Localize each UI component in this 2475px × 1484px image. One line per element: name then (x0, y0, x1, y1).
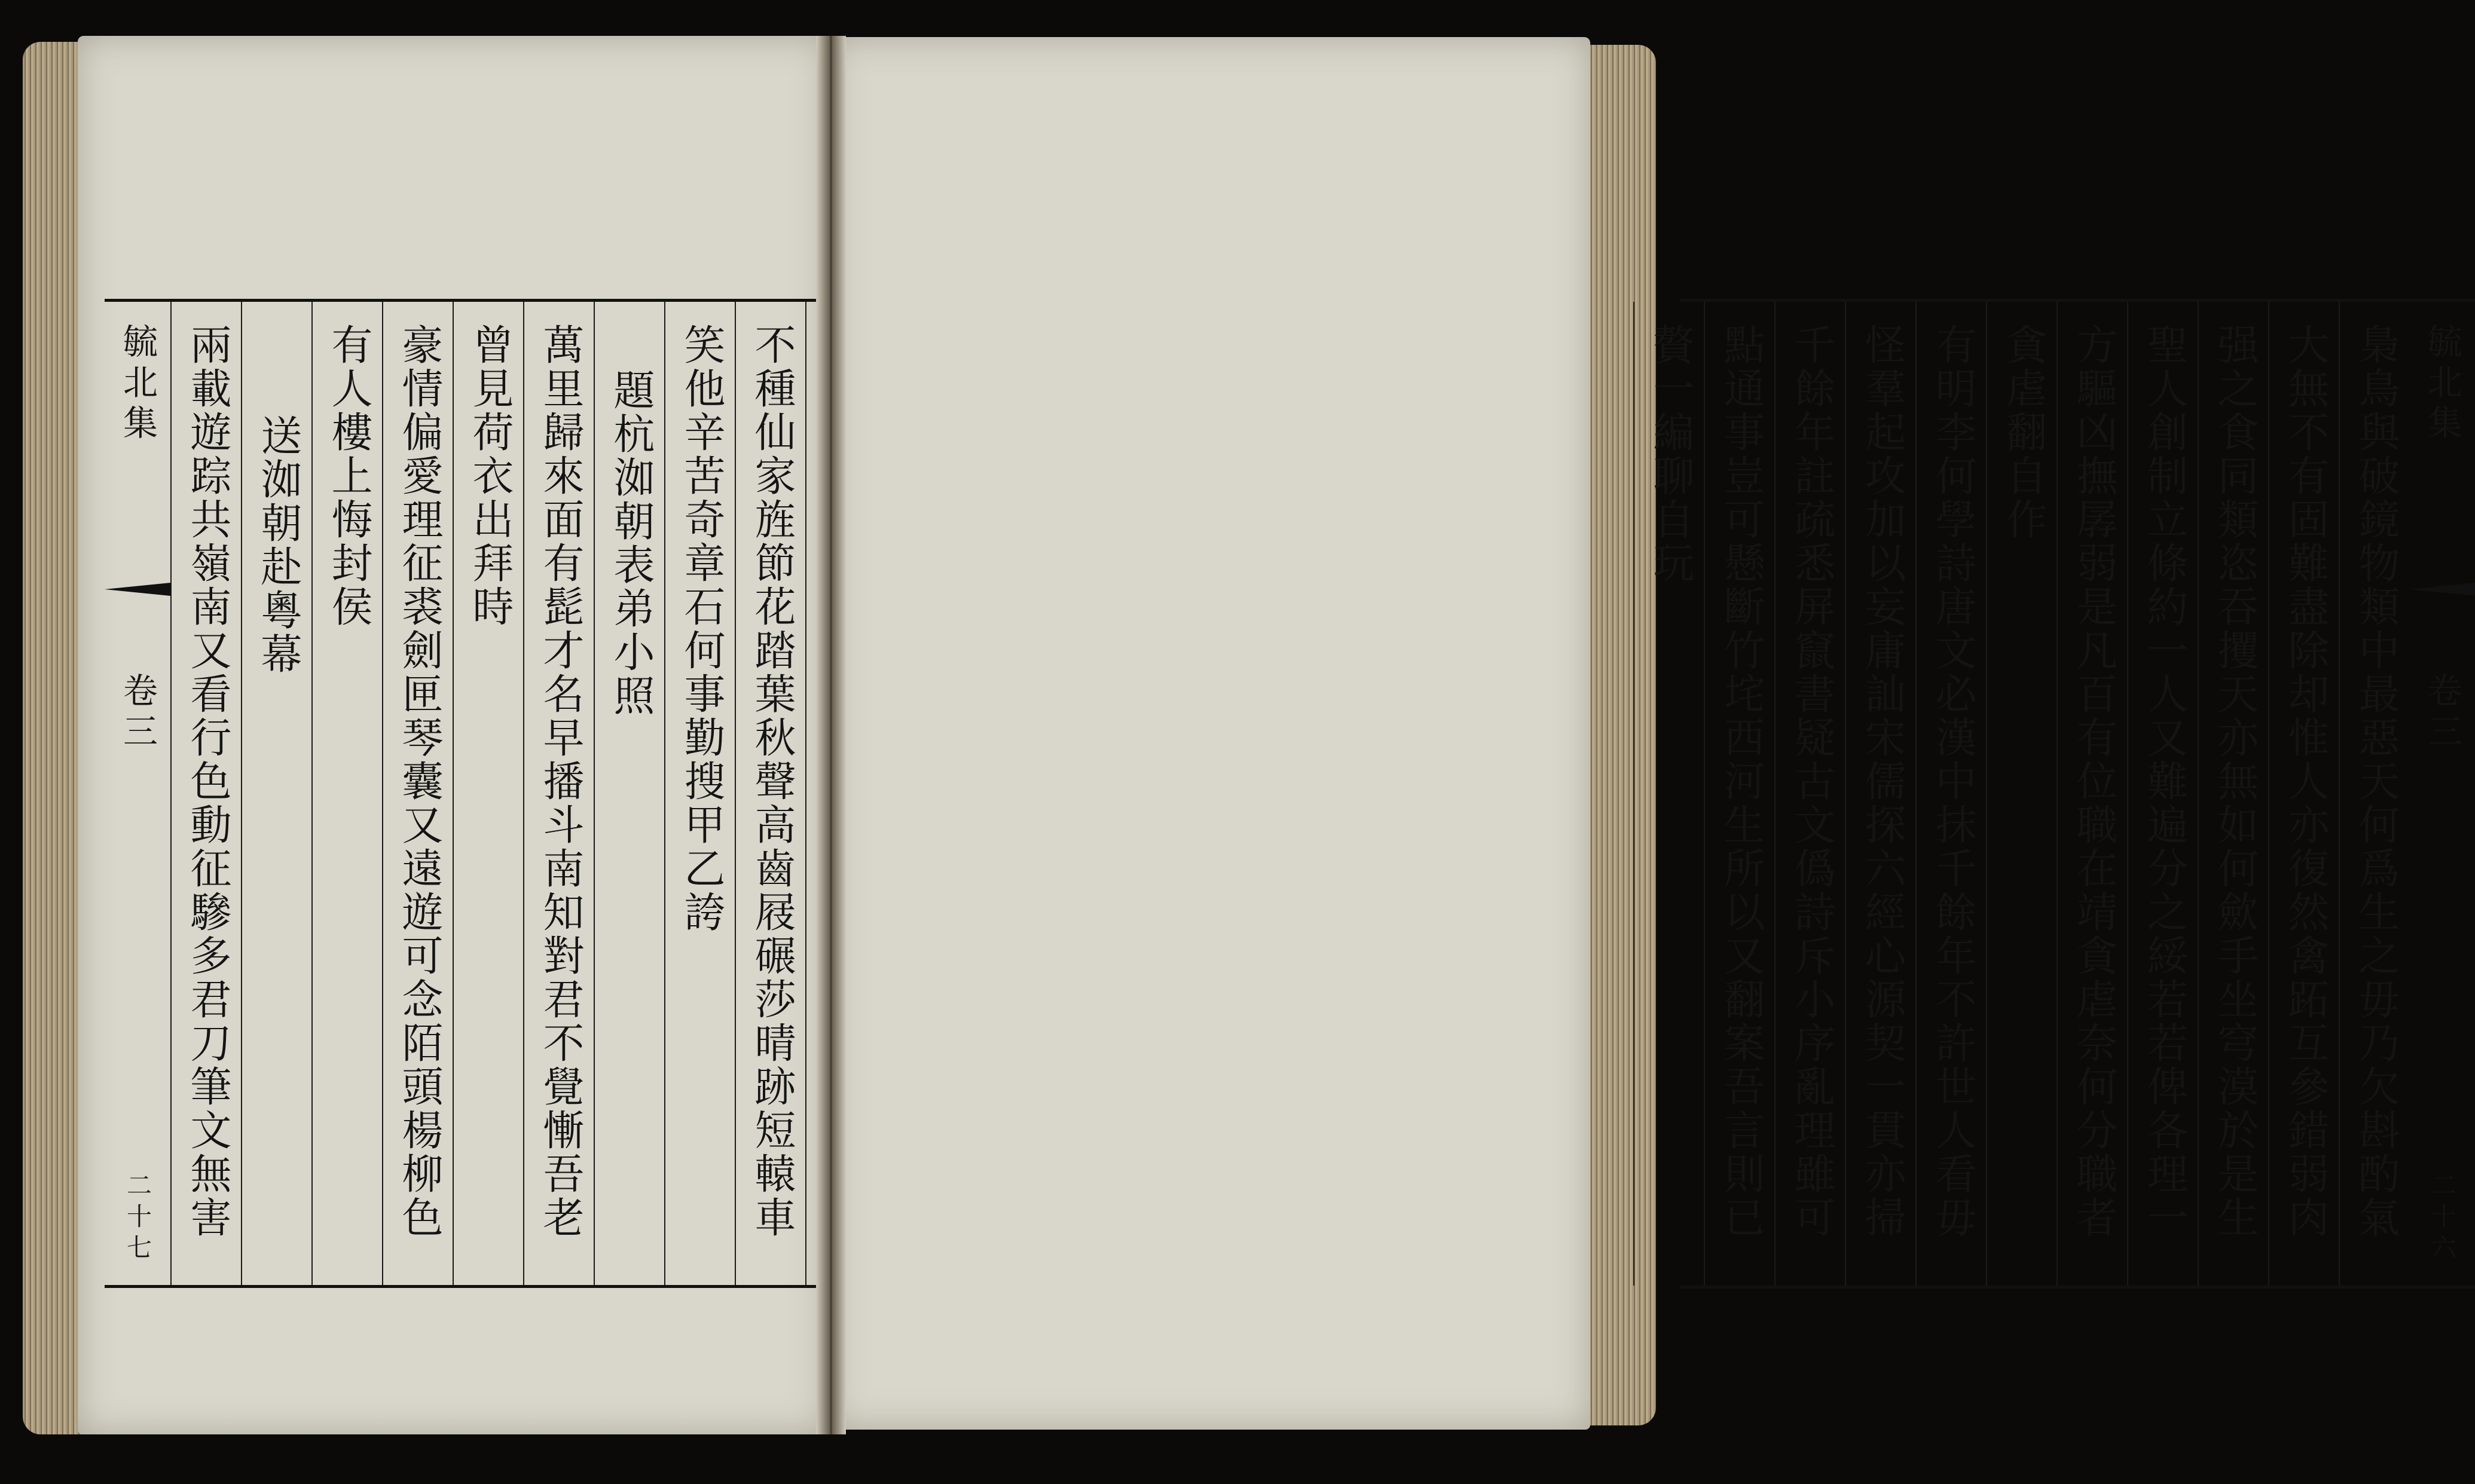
margin-title: 毓北集 (2422, 323, 2462, 445)
text-column (241, 302, 313, 1285)
margin-page-number: 二十七 (123, 1172, 152, 1265)
text-column (2268, 302, 2340, 1286)
column-text: 梟鳥與破鏡物類中最惡天何爲生之毋乃欠斟酌氣 (2351, 323, 2400, 1240)
margin-volume: 卷三 (2422, 672, 2462, 754)
text-column (1986, 302, 2058, 1286)
margin-strip (105, 302, 170, 1285)
column-text: 點通事豈可懸斷竹垞西河生所以又翻案吾言則已 (1716, 323, 1765, 1240)
text-column (382, 302, 454, 1285)
column-text: 强之食同類恣吞攫天亦無如何歛手坐穹漠於是生 (2210, 323, 2259, 1240)
text-column (453, 302, 524, 1285)
column-text: 豪情偏愛理征裘劍匣琴囊又遠遊可念陌頭楊柳色 (395, 323, 443, 1240)
column-text: 贅一編聊自玩 (1646, 323, 1694, 585)
text-column (2198, 302, 2269, 1286)
text-column (2127, 302, 2199, 1286)
column-text: 有人樓上悔封侯 (324, 323, 372, 629)
column-text: 題杭洳朝表弟小照 (606, 369, 655, 718)
text-column (594, 302, 665, 1285)
text-column (1915, 302, 1987, 1286)
text-column (2057, 302, 2128, 1286)
right-text-frame (1646, 299, 2475, 1289)
right-page (831, 37, 2462, 1430)
text-column (2339, 302, 2410, 1286)
column-text: 貪虐翻自作 (1999, 323, 2047, 541)
column-text: 萬里歸來面有髭才名早播斗南知對君不覺慚吾老 (536, 323, 584, 1240)
text-column (1633, 302, 1705, 1286)
margin-volume: 卷三 (117, 672, 158, 754)
margin-page-number: 二十六 (2428, 1172, 2457, 1265)
text-column (735, 302, 806, 1285)
text-column (1774, 302, 1846, 1286)
text-column (311, 302, 383, 1285)
column-text: 聖人創制立條約一人又難遍分之綏若若俾各理一 (2140, 323, 2188, 1240)
book-gutter (816, 36, 846, 1434)
margin-strip (2409, 302, 2475, 1286)
left-page (78, 36, 828, 1434)
column-text: 送洳朝赴粵幕 (253, 414, 302, 676)
column-text: 有明李何學詩唐文必漢中抹千餘年不許世人看毋 (1928, 323, 1976, 1240)
column-text: 不種仙家旌節花踏葉秋聲高齒屐碾莎晴跡短轅車 (747, 323, 796, 1240)
column-text: 兩載遊踪共嶺南又看行色動征驂多君刀筆文無害 (183, 323, 231, 1240)
margin-title: 毓北集 (117, 323, 158, 445)
column-text: 方驅凶撫孱弱是凡百有位職在靖貪虐奈何分職者 (2069, 323, 2118, 1240)
column-text: 千餘年註疏悉屏竄書疑古文僞詩斥小序亂理雖可 (1787, 323, 1835, 1240)
column-text: 曾見荷衣出拜時 (465, 323, 514, 629)
text-column (170, 302, 242, 1285)
text-column (664, 302, 736, 1285)
text-column (1704, 302, 1776, 1286)
column-text: 大無不有固難盡除却惟人亦復然禽跖互參錯弱肉 (2281, 323, 2329, 1240)
column-text: 笑他辛苦奇章石何事勤搜甲乙誇 (677, 323, 725, 934)
column-text: 怪羣起攻加以妄庸訕宋儒探六經心源契一貫亦掃 (1857, 323, 1906, 1240)
left-text-frame (105, 299, 876, 1288)
text-column (1845, 302, 1917, 1286)
text-column (523, 302, 595, 1285)
